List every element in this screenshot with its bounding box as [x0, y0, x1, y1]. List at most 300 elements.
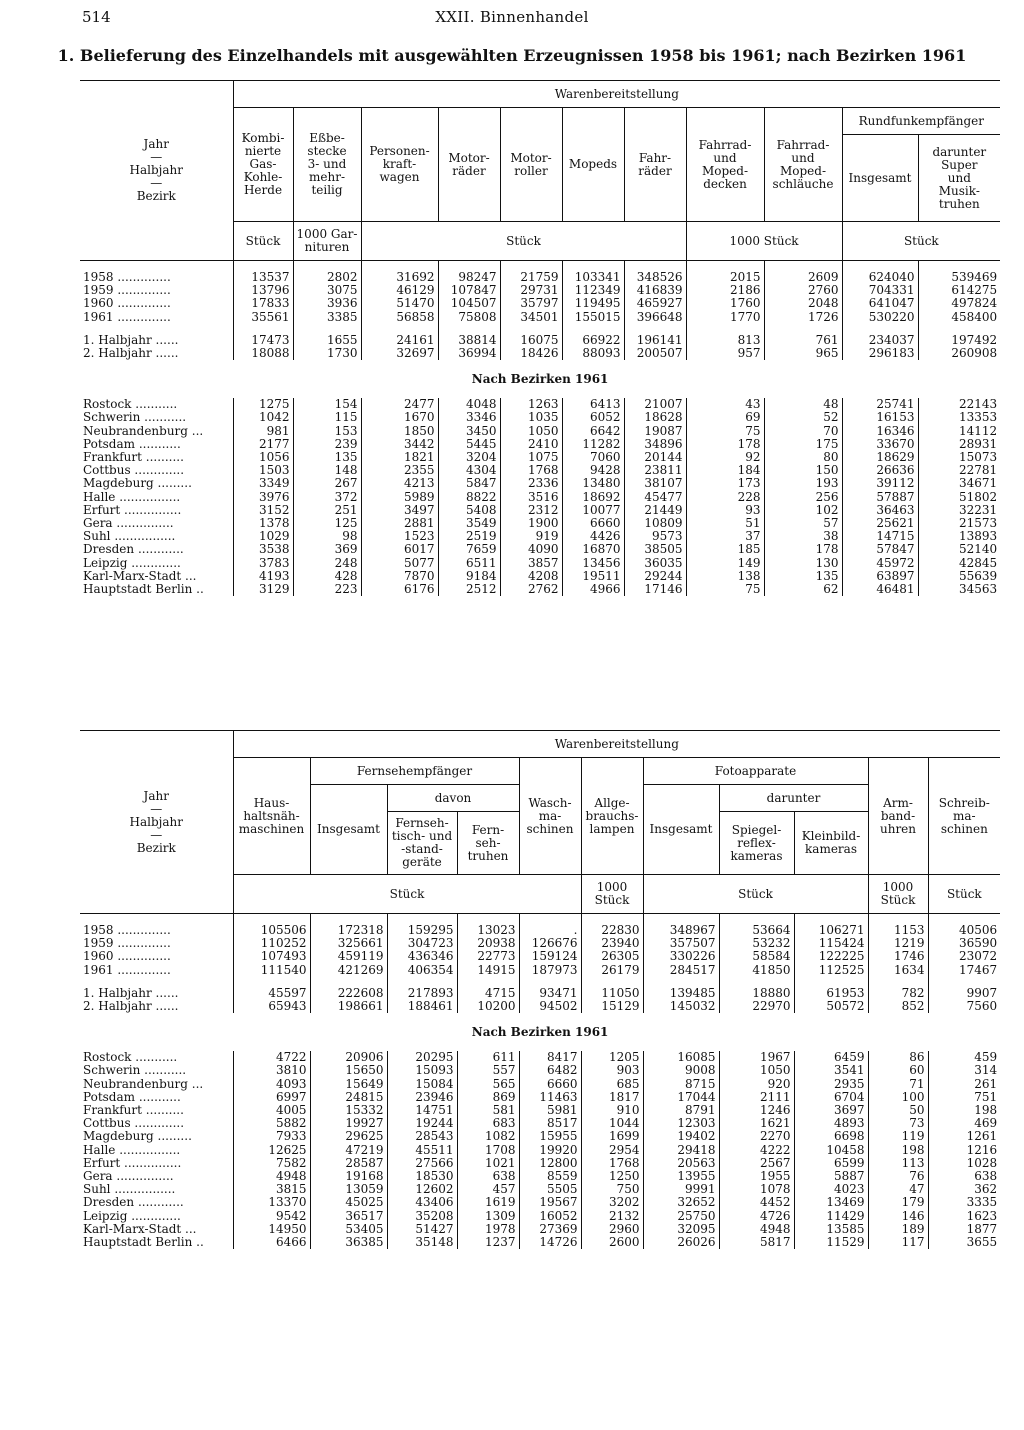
- data-cell: 47219: [310, 1144, 387, 1157]
- data-cell: 13469: [794, 1196, 868, 1209]
- row-label: Cottbus .............: [83, 1116, 185, 1131]
- data-cell: 3129: [233, 583, 293, 596]
- section-row: [80, 360, 1000, 398]
- data-cell: 1670: [361, 411, 438, 424]
- data-cell: 65943: [233, 1000, 310, 1013]
- data-cell: 53405: [310, 1223, 387, 1236]
- data-cell: 14915: [457, 964, 519, 977]
- data-cell: 51802: [918, 491, 1000, 504]
- data-cell: 13059: [310, 1183, 387, 1196]
- data-cell: 1655: [293, 334, 361, 347]
- table-row: [80, 1000, 1000, 1013]
- data-cell: 34501: [500, 311, 562, 324]
- row-label: Frankfurt ..........: [83, 450, 184, 465]
- data-cell: 188461: [387, 1000, 457, 1013]
- data-cell: 3936: [293, 297, 361, 310]
- data-cell: 9573: [624, 530, 686, 543]
- row-label: Neubrandenburg ...: [83, 423, 204, 438]
- data-cell: 2802: [293, 271, 361, 284]
- data-cell: 2410: [500, 438, 562, 451]
- data-cell: 458400: [918, 311, 1000, 324]
- data-cell: 9991: [643, 1183, 719, 1196]
- data-cell: 3655: [928, 1236, 1000, 1249]
- unit-label: 1000 Stück: [581, 875, 643, 914]
- data-cell: 6052: [562, 411, 624, 424]
- data-cell: 13023: [457, 924, 519, 937]
- data-cell: 4893: [794, 1117, 868, 1130]
- data-cell: 3442: [361, 438, 438, 451]
- unit-label: Stück: [928, 875, 1000, 914]
- data-cell: 126676: [519, 937, 581, 950]
- data-cell: 3976: [233, 491, 293, 504]
- data-cell: 903: [581, 1064, 643, 1077]
- data-cell: 465927: [624, 297, 686, 310]
- data-cell: 16346: [842, 425, 918, 438]
- data-cell: 1029: [233, 530, 293, 543]
- row-label: Dresden ............: [83, 542, 184, 557]
- data-cell: 86: [868, 1051, 928, 1064]
- column-header: Fahrrad- und Moped- decken: [686, 108, 764, 222]
- data-cell: 222608: [310, 987, 387, 1000]
- data-cell: 17833: [233, 297, 293, 310]
- data-cell: 6698: [794, 1130, 868, 1143]
- data-cell: 122225: [794, 950, 868, 963]
- data-cell: 98: [293, 530, 361, 543]
- row-label: Potsdam ...........: [83, 1089, 181, 1104]
- row-header: [80, 731, 233, 914]
- data-cell: 4023: [794, 1183, 868, 1196]
- unit-label: Stück: [233, 875, 581, 914]
- data-cell: 27369: [519, 1223, 581, 1236]
- data-cell: 75808: [438, 311, 500, 324]
- data-cell: 1237: [457, 1236, 519, 1249]
- data-cell: 1955: [719, 1170, 794, 1183]
- data-cell: 7582: [233, 1157, 310, 1170]
- column-header: Fahrrad- und Moped- schläuche: [764, 108, 842, 222]
- data-cell: 6997: [233, 1091, 310, 1104]
- data-cell: 12602: [387, 1183, 457, 1196]
- row-label: 1960 ..............: [83, 949, 171, 964]
- data-cell: 1768: [581, 1157, 643, 1170]
- data-cell: 125: [293, 517, 361, 530]
- data-cell: 57847: [842, 543, 918, 556]
- data-cell: 406354: [387, 964, 457, 977]
- data-cell: 3346: [438, 411, 500, 424]
- data-cell: 17044: [643, 1091, 719, 1104]
- data-cell: 10077: [562, 504, 624, 517]
- row-label: Halle ................: [83, 489, 181, 504]
- data-cell: 348526: [624, 271, 686, 284]
- data-cell: 3516: [500, 491, 562, 504]
- data-cell: 71: [868, 1078, 928, 1091]
- data-cell: 4048: [438, 398, 500, 411]
- data-cell: 26636: [842, 464, 918, 477]
- data-cell: 42845: [918, 557, 1000, 570]
- column-header: Motor- roller: [500, 108, 562, 222]
- data-cell: 13480: [562, 477, 624, 490]
- data-cell: 60: [868, 1064, 928, 1077]
- data-cell: 18088: [233, 347, 293, 360]
- table-row: [80, 425, 1000, 438]
- data-cell: 256: [764, 491, 842, 504]
- data-cell: 8822: [438, 491, 500, 504]
- data-cell: 248: [293, 557, 361, 570]
- data-cell: 110252: [233, 937, 310, 950]
- data-cell: 17473: [233, 334, 293, 347]
- data-cell: 13955: [643, 1170, 719, 1183]
- data-cell: 198661: [310, 1000, 387, 1013]
- row-label: Karl-Marx-Stadt ...: [83, 1221, 197, 1236]
- row-header-line: —: [150, 827, 163, 842]
- data-cell: 20144: [624, 451, 686, 464]
- row-header-line: Halbjahr: [129, 814, 183, 829]
- row-header-line: —: [150, 150, 163, 164]
- data-cell: 15332: [310, 1104, 387, 1117]
- data-cell: 36385: [310, 1236, 387, 1249]
- data-cell: 2270: [719, 1130, 794, 1143]
- data-cell: 149: [686, 557, 764, 570]
- data-cell: 2567: [719, 1157, 794, 1170]
- column-header: Arm- band- uhren: [868, 758, 928, 875]
- data-cell: 41850: [719, 964, 794, 977]
- data-cell: 111540: [233, 964, 310, 977]
- data-cell: 330226: [643, 950, 719, 963]
- data-cell: 3783: [233, 557, 293, 570]
- data-cell: 185: [686, 543, 764, 556]
- data-cell: 193: [764, 477, 842, 490]
- data-cell: 52140: [918, 543, 1000, 556]
- data-cell: 66922: [562, 334, 624, 347]
- data-cell: 198: [928, 1104, 1000, 1117]
- chapter-heading: XXII. Binnenhandel: [435, 8, 589, 26]
- data-cell: 750: [581, 1183, 643, 1196]
- data-cell: 1044: [581, 1117, 643, 1130]
- data-cell: 24161: [361, 334, 438, 347]
- column-header: Allge- brauchs- lampen: [581, 758, 643, 875]
- column-header: Kleinbild- kameras: [794, 812, 868, 875]
- data-cell: 4208: [500, 570, 562, 583]
- data-cell: 7870: [361, 570, 438, 583]
- data-cell: 23072: [928, 950, 1000, 963]
- data-cell: 362: [928, 1183, 1000, 1196]
- data-cell: 13370: [233, 1196, 310, 1209]
- data-cell: 325661: [310, 937, 387, 950]
- data-cell: 197492: [918, 334, 1000, 347]
- data-cell: 421269: [310, 964, 387, 977]
- data-cell: 611: [457, 1051, 519, 1064]
- row-label: Frankfurt ..........: [83, 1103, 184, 1118]
- data-cell: 7933: [233, 1130, 310, 1143]
- data-cell: 2048: [764, 297, 842, 310]
- data-cell: 38814: [438, 334, 500, 347]
- data-cell: 105506: [233, 924, 310, 937]
- data-cell: 11529: [794, 1236, 868, 1249]
- data-cell: 76: [868, 1170, 928, 1183]
- data-cell: 37: [686, 530, 764, 543]
- data-cell: 45597: [233, 987, 310, 1000]
- data-cell: 919: [500, 530, 562, 543]
- data-cell: 348967: [643, 924, 719, 937]
- column-header: Wasch- ma- schinen: [519, 758, 581, 875]
- data-cell: 26179: [581, 964, 643, 977]
- data-cell: 1078: [719, 1183, 794, 1196]
- data-cell: 1021: [457, 1157, 519, 1170]
- data-cell: 1050: [500, 425, 562, 438]
- data-cell: 148: [293, 464, 361, 477]
- row-header-line: Jahr: [143, 788, 169, 803]
- data-cell: 48: [764, 398, 842, 411]
- data-cell: 4222: [719, 1144, 794, 1157]
- table-row: [80, 477, 1000, 490]
- data-cell: 459119: [310, 950, 387, 963]
- data-cell: 2512: [438, 583, 500, 596]
- table-row: [80, 557, 1000, 570]
- data-cell: 21449: [624, 504, 686, 517]
- data-cell: 2881: [361, 517, 438, 530]
- row-label: Erfurt ...............: [83, 502, 182, 517]
- data-cell: 638: [457, 1170, 519, 1183]
- data-cell: 18426: [500, 347, 562, 360]
- data-cell: 45511: [387, 1144, 457, 1157]
- data-cell: 19511: [562, 570, 624, 583]
- row-label: Rostock ...........: [83, 1050, 178, 1065]
- data-cell: 314: [928, 1064, 1000, 1077]
- data-cell: 8715: [643, 1078, 719, 1091]
- data-cell: 6459: [794, 1051, 868, 1064]
- data-cell: 8517: [519, 1117, 581, 1130]
- data-cell: 4005: [233, 1104, 310, 1117]
- data-cell: 15129: [581, 1000, 643, 1013]
- data-cell: 32697: [361, 347, 438, 360]
- data-cell: 93471: [519, 987, 581, 1000]
- data-cell: 70: [764, 425, 842, 438]
- supply-table-part-1: [80, 80, 1000, 596]
- data-cell: 19168: [310, 1170, 387, 1183]
- data-cell: 57887: [842, 491, 918, 504]
- data-cell: 46481: [842, 583, 918, 596]
- row-label: Potsdam ...........: [83, 436, 181, 451]
- data-cell: 3810: [233, 1064, 310, 1077]
- data-cell: 1850: [361, 425, 438, 438]
- data-cell: 18629: [842, 451, 918, 464]
- data-cell: 813: [686, 334, 764, 347]
- data-cell: 187973: [519, 964, 581, 977]
- data-cell: 683: [457, 1117, 519, 1130]
- data-cell: 372: [293, 491, 361, 504]
- data-cell: 102: [764, 504, 842, 517]
- data-cell: 17467: [928, 964, 1000, 977]
- data-cell: 11429: [794, 1210, 868, 1223]
- data-cell: 112349: [562, 284, 624, 297]
- row-label: Dresden ............: [83, 1195, 184, 1210]
- data-cell: 18530: [387, 1170, 457, 1183]
- data-cell: 2111: [719, 1091, 794, 1104]
- data-cell: 14726: [519, 1236, 581, 1249]
- row-label: 1961 ..............: [83, 962, 171, 977]
- data-cell: 1378: [233, 517, 293, 530]
- data-cell: 1261: [928, 1130, 1000, 1143]
- data-cell: 1082: [457, 1130, 519, 1143]
- unit-label: Stück: [361, 222, 686, 261]
- data-cell: 21573: [918, 517, 1000, 530]
- column-header: Eßbe- stecke 3- und mehr- teilig: [293, 108, 361, 222]
- data-cell: 1523: [361, 530, 438, 543]
- table-row: [80, 411, 1000, 424]
- data-cell: 39112: [842, 477, 918, 490]
- data-cell: 12625: [233, 1144, 310, 1157]
- row-header-line: Jahr: [143, 137, 169, 151]
- column-header: Fern- seh- truhen: [457, 812, 519, 875]
- data-cell: 2519: [438, 530, 500, 543]
- data-cell: 957: [686, 347, 764, 360]
- data-cell: 115424: [794, 937, 868, 950]
- data-cell: 217893: [387, 987, 457, 1000]
- data-cell: 3335: [928, 1196, 1000, 1209]
- unit-label: 1000 Gar- nituren: [293, 222, 361, 261]
- data-cell: 153: [293, 425, 361, 438]
- data-cell: 31692: [361, 271, 438, 284]
- table-row: [80, 1130, 1000, 1143]
- row-header-line: Halbjahr: [129, 163, 183, 177]
- data-cell: 1770: [686, 311, 764, 324]
- data-cell: 4452: [719, 1196, 794, 1209]
- data-cell: 2355: [361, 464, 438, 477]
- data-cell: 5408: [438, 504, 500, 517]
- data-cell: 223: [293, 583, 361, 596]
- row-label: 2. Halbjahr ......: [83, 346, 179, 361]
- data-cell: 107847: [438, 284, 500, 297]
- data-cell: 179: [868, 1196, 928, 1209]
- data-cell: 3697: [794, 1104, 868, 1117]
- data-cell: 1978: [457, 1223, 519, 1236]
- data-cell: 135: [293, 451, 361, 464]
- data-cell: 51427: [387, 1223, 457, 1236]
- data-cell: 1309: [457, 1210, 519, 1223]
- data-cell: 239: [293, 438, 361, 451]
- data-cell: 154: [293, 398, 361, 411]
- data-cell: 1050: [719, 1064, 794, 1077]
- data-cell: 6660: [562, 517, 624, 530]
- data-cell: 2935: [794, 1078, 868, 1091]
- data-cell: 6642: [562, 425, 624, 438]
- row-label: Hauptstadt Berlin ..: [83, 582, 204, 597]
- data-cell: 4093: [233, 1078, 310, 1091]
- data-cell: 638: [928, 1170, 1000, 1183]
- data-cell: 57: [764, 517, 842, 530]
- data-cell: 9428: [562, 464, 624, 477]
- row-label: Schwerin ...........: [83, 410, 187, 425]
- data-cell: 19087: [624, 425, 686, 438]
- data-cell: 3857: [500, 557, 562, 570]
- data-cell: 138: [686, 570, 764, 583]
- data-cell: 457: [457, 1183, 519, 1196]
- data-cell: 17146: [624, 583, 686, 596]
- data-cell: 641047: [842, 297, 918, 310]
- row-label: 1958 ..............: [83, 270, 171, 284]
- table-row: [80, 1144, 1000, 1157]
- data-cell: 33670: [842, 438, 918, 451]
- data-cell: 539469: [918, 271, 1000, 284]
- table-row: [80, 297, 1000, 310]
- data-cell: 761: [764, 334, 842, 347]
- data-cell: 15084: [387, 1078, 457, 1091]
- data-cell: 1621: [719, 1117, 794, 1130]
- table-row: [80, 1078, 1000, 1091]
- data-cell: 4213: [361, 477, 438, 490]
- data-cell: 20563: [643, 1157, 719, 1170]
- data-cell: 61953: [794, 987, 868, 1000]
- data-cell: 4715: [457, 987, 519, 1000]
- data-cell: 15073: [918, 451, 1000, 464]
- column-header: Insgesamt: [842, 135, 918, 222]
- data-cell: 26305: [581, 950, 643, 963]
- data-cell: 29418: [643, 1144, 719, 1157]
- data-cell: 178: [686, 438, 764, 451]
- data-cell: 10809: [624, 517, 686, 530]
- data-cell: 852: [868, 1000, 928, 1013]
- data-cell: 16085: [643, 1051, 719, 1064]
- data-cell: 1623: [928, 1210, 1000, 1223]
- table-row: [80, 543, 1000, 556]
- data-cell: 1263: [500, 398, 562, 411]
- photo-darunter-header: darunter: [719, 785, 868, 812]
- data-cell: 5847: [438, 477, 500, 490]
- data-cell: 15650: [310, 1064, 387, 1077]
- data-cell: 910: [581, 1104, 643, 1117]
- row-label: Halle ................: [83, 1142, 181, 1157]
- data-cell: 189: [868, 1223, 928, 1236]
- data-cell: 581: [457, 1104, 519, 1117]
- table-body: [80, 261, 1000, 597]
- data-cell: 172318: [310, 924, 387, 937]
- data-cell: 196141: [624, 334, 686, 347]
- data-cell: 43406: [387, 1196, 457, 1209]
- data-cell: 34896: [624, 438, 686, 451]
- data-cell: 1216: [928, 1144, 1000, 1157]
- data-cell: 106271: [794, 924, 868, 937]
- data-cell: 53664: [719, 924, 794, 937]
- data-cell: 4090: [500, 543, 562, 556]
- data-cell: 234037: [842, 334, 918, 347]
- data-cell: 4948: [233, 1170, 310, 1183]
- radio-group-header: Rundfunkempfänger: [842, 108, 1000, 135]
- data-cell: 45477: [624, 491, 686, 504]
- data-cell: 16153: [842, 411, 918, 424]
- data-cell: 56858: [361, 311, 438, 324]
- unit-label: Stück: [842, 222, 1000, 261]
- data-cell: 19920: [519, 1144, 581, 1157]
- data-cell: 51470: [361, 297, 438, 310]
- data-cell: 228: [686, 491, 764, 504]
- data-cell: 2177: [233, 438, 293, 451]
- data-cell: 14715: [842, 530, 918, 543]
- data-cell: 45025: [310, 1196, 387, 1209]
- data-cell: 530220: [842, 311, 918, 324]
- row-label: 1961 ..............: [83, 309, 171, 324]
- data-cell: 1900: [500, 517, 562, 530]
- unit-label: Stück: [233, 222, 293, 261]
- data-cell: 6413: [562, 398, 624, 411]
- data-cell: 396648: [624, 311, 686, 324]
- data-cell: 73: [868, 1117, 928, 1130]
- row-label: Suhl ................: [83, 1182, 176, 1197]
- data-cell: 869: [457, 1091, 519, 1104]
- data-cell: 3549: [438, 517, 500, 530]
- data-cell: 2186: [686, 284, 764, 297]
- row-label: 1959 ..............: [83, 936, 171, 951]
- data-cell: 557: [457, 1064, 519, 1077]
- data-cell: 24815: [310, 1091, 387, 1104]
